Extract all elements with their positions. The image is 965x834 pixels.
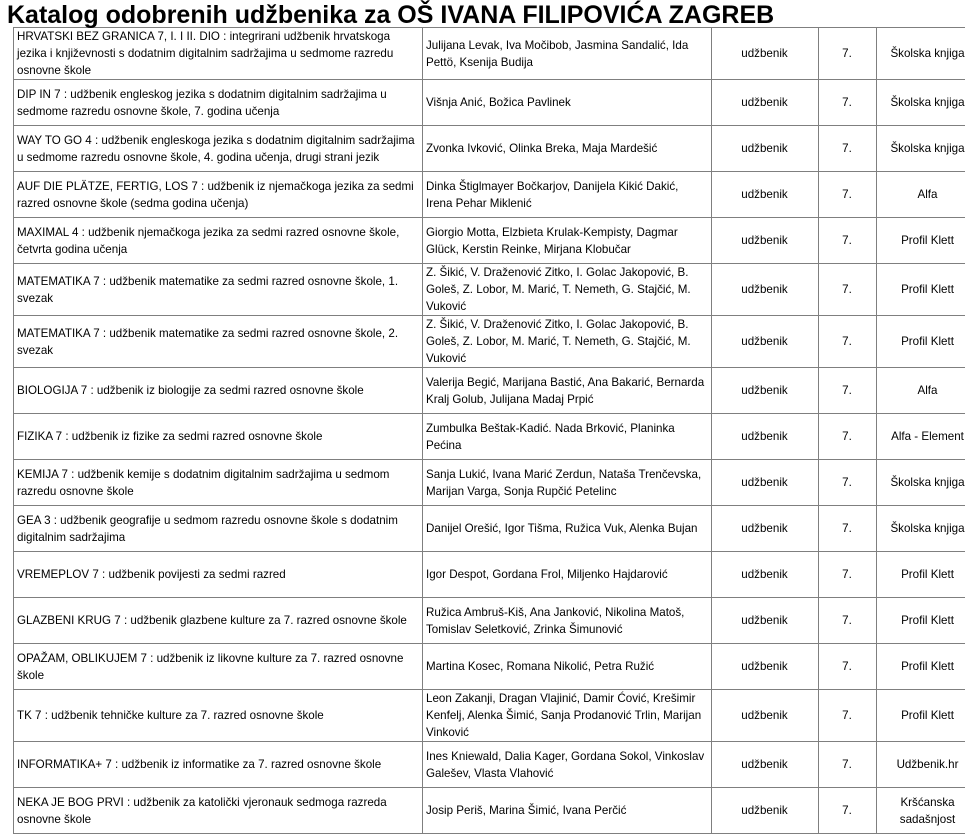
publisher-cell: Profil Klett — [877, 690, 965, 742]
table-row — [14, 788, 965, 834]
publisher-cell: Alfa — [877, 368, 965, 414]
document-title: Katalog odobrenih udžbenika za OŠ IVANA FILIPOVIĆA ZAGREB — [7, 0, 774, 30]
authors-cell: Zumbulka Beštak-Kadić. Nada Brković, Planinka Pećina — [423, 414, 712, 460]
table-row — [14, 264, 965, 316]
grade-cell: 7. — [819, 552, 877, 598]
material-type-cell: udžbenik — [712, 368, 819, 414]
textbook-title-cell: OPAŽAM, OBLIKUJEM 7 : udžbenik iz likovne kulture za 7. razred osnovne škole — [14, 644, 423, 690]
material-type-cell: udžbenik — [712, 460, 819, 506]
table-row — [14, 460, 965, 506]
grade-cell: 7. — [819, 28, 877, 80]
textbook-title-cell: TK 7 : udžbenik tehničke kulture za 7. razred osnovne škole — [14, 690, 423, 742]
publisher-cell: Školska knjiga — [877, 28, 965, 80]
grade-cell: 7. — [819, 460, 877, 506]
material-type-cell: udžbenik — [712, 598, 819, 644]
material-type-cell: udžbenik — [712, 742, 819, 788]
publisher-cell: Školska knjiga — [877, 506, 965, 552]
publisher-cell: Školska knjiga — [877, 460, 965, 506]
material-type-cell: udžbenik — [712, 218, 819, 264]
table-row — [14, 316, 965, 368]
publisher-cell: Profil Klett — [877, 644, 965, 690]
grade-cell: 7. — [819, 598, 877, 644]
textbook-title-cell: MATEMATIKA 7 : udžbenik matematike za sedmi razred osnovne škole, 2. svezak — [14, 316, 423, 368]
textbook-title-cell: AUF DIE PLÄTZE, FERTIG, LOS 7 : udžbenik iz njemačkoga jezika za sedmi razred osnovne škole (sedma godina učenja) — [14, 172, 423, 218]
material-type-cell: udžbenik — [712, 264, 819, 316]
publisher-cell: Profil Klett — [877, 218, 965, 264]
textbook-title-cell: GEA 3 : udžbenik geografije u sedmom razredu osnovne škole s dodatnim digitalnim sadržajima — [14, 506, 423, 552]
publisher-cell: Profil Klett — [877, 598, 965, 644]
table-row — [14, 218, 965, 264]
textbook-catalog-table — [13, 27, 965, 834]
authors-cell: Ružica Ambruš-Kiš, Ana Janković, Nikolina Matoš, Tomislav Seletković, Zrinka Šimunović — [423, 598, 712, 644]
table-row — [14, 690, 965, 742]
authors-cell: Julijana Levak, Iva Močibob, Jasmina Sandalić, Ida Pettö, Ksenija Budija — [423, 28, 712, 80]
material-type-cell: udžbenik — [712, 316, 819, 368]
authors-cell: Zvonka Ivković, Olinka Breka, Maja Mardešić — [423, 126, 712, 172]
table-row — [14, 552, 965, 598]
textbook-title-cell: VREMEPLOV 7 : udžbenik povijesti za sedmi razred — [14, 552, 423, 598]
authors-cell: Z. Šikić, V. Draženović Zitko, I. Golac Jakopović, B. Goleš, Z. Lobor, M. Marić, T. Nemeth, G. Stajčić, M. Vuković — [423, 264, 712, 316]
publisher-cell: Profil Klett — [877, 552, 965, 598]
textbook-title-cell: KEMIJA 7 : udžbenik kemije s dodatnim digitalnim sadržajima u sedmom razredu osnovne škole — [14, 460, 423, 506]
table-row — [14, 414, 965, 460]
table-row — [14, 80, 965, 126]
publisher-cell: Alfa — [877, 172, 965, 218]
table-row — [14, 172, 965, 218]
publisher-cell: Školska knjiga — [877, 126, 965, 172]
table-row — [14, 598, 965, 644]
authors-cell: Z. Šikić, V. Draženović Zitko, I. Golac Jakopović, B. Goleš, Z. Lobor, M. Marić, T. Nemeth, G. Stajčić, M. Vuković — [423, 316, 712, 368]
table-row — [14, 28, 965, 80]
table-row — [14, 742, 965, 788]
material-type-cell: udžbenik — [712, 172, 819, 218]
authors-cell: Ines Kniewald, Dalia Kager, Gordana Sokol, Vinkoslav Galešev, Vlasta Vlahović — [423, 742, 712, 788]
authors-cell: Valerija Begić, Marijana Bastić, Ana Bakarić, Bernarda Kralj Golub, Julijana Madaj Prpić — [423, 368, 712, 414]
table-body — [14, 28, 965, 834]
textbook-title-cell: MATEMATIKA 7 : udžbenik matematike za sedmi razred osnovne škole, 1. svezak — [14, 264, 423, 316]
publisher-cell: Profil Klett — [877, 316, 965, 368]
textbook-title-cell: HRVATSKI BEZ GRANICA 7, I. I II. DIO : integrirani udžbenik hrvatskoga jezika i književnosti s dodatnim digitalnim sadržajima u sedmome razredu osnovne škole — [14, 28, 423, 80]
material-type-cell: udžbenik — [712, 690, 819, 742]
grade-cell: 7. — [819, 644, 877, 690]
grade-cell: 7. — [819, 742, 877, 788]
authors-cell: Dinka Štiglmayer Bočkarjov, Danijela Kikić Dakić, Irena Pehar Miklenić — [423, 172, 712, 218]
authors-cell: Leon Zakanji, Dragan Vlajinić, Damir Ćović, Krešimir Kenfelj, Alenka Šimić, Sanja Prodanović Trlin, Marijan Vinković — [423, 690, 712, 742]
publisher-cell: Kršćanska sadašnjost — [877, 788, 965, 834]
table-row — [14, 368, 965, 414]
grade-cell: 7. — [819, 316, 877, 368]
textbook-title-cell: FIZIKA 7 : udžbenik iz fizike za sedmi razred osnovne škole — [14, 414, 423, 460]
grade-cell: 7. — [819, 506, 877, 552]
material-type-cell: udžbenik — [712, 126, 819, 172]
authors-cell: Martina Kosec, Romana Nikolić, Petra Ružić — [423, 644, 712, 690]
material-type-cell: udžbenik — [712, 506, 819, 552]
grade-cell: 7. — [819, 80, 877, 126]
grade-cell: 7. — [819, 218, 877, 264]
material-type-cell: udžbenik — [712, 552, 819, 598]
authors-cell: Višnja Anić, Božica Pavlinek — [423, 80, 712, 126]
table-row — [14, 644, 965, 690]
textbook-title-cell: WAY TO GO 4 : udžbenik engleskoga jezika s dodatnim digitalnim sadržajima u sedmome razredu osnovne škole, 4. godina učenja, drugi strani jezik — [14, 126, 423, 172]
grade-cell: 7. — [819, 172, 877, 218]
material-type-cell: udžbenik — [712, 414, 819, 460]
authors-cell: Igor Despot, Gordana Frol, Miljenko Hajdarović — [423, 552, 712, 598]
publisher-cell: Školska knjiga — [877, 80, 965, 126]
grade-cell: 7. — [819, 788, 877, 834]
grade-cell: 7. — [819, 264, 877, 316]
grade-cell: 7. — [819, 414, 877, 460]
grade-cell: 7. — [819, 690, 877, 742]
authors-cell: Giorgio Motta, Elzbieta Krulak-Kempisty, Dagmar Glück, Kerstin Reinke, Mirjana Klobučar — [423, 218, 712, 264]
material-type-cell: udžbenik — [712, 80, 819, 126]
authors-cell: Sanja Lukić, Ivana Marić Zerdun, Nataša Trenčevska, Marijan Varga, Sonja Rupčić Petelinc — [423, 460, 712, 506]
material-type-cell: udžbenik — [712, 788, 819, 834]
textbook-title-cell: GLAZBENI KRUG 7 : udžbenik glazbene kulture za 7. razred osnovne škole — [14, 598, 423, 644]
publisher-cell: Alfa - Element — [877, 414, 965, 460]
textbook-title-cell: MAXIMAL 4 : udžbenik njemačkoga jezika za sedmi razred osnovne škole, četvrta godina učenja — [14, 218, 423, 264]
material-type-cell: udžbenik — [712, 644, 819, 690]
material-type-cell: udžbenik — [712, 28, 819, 80]
textbook-title-cell: INFORMATIKA+ 7 : udžbenik iz informatike za 7. razred osnovne škole — [14, 742, 423, 788]
authors-cell: Josip Periš, Marina Šimić, Ivana Perčić — [423, 788, 712, 834]
publisher-cell: Profil Klett — [877, 264, 965, 316]
textbook-title-cell: BIOLOGIJA 7 : udžbenik iz biologije za sedmi razred osnovne škole — [14, 368, 423, 414]
textbook-title-cell: NEKA JE BOG PRVI : udžbenik za katolički vjeronauk sedmoga razreda osnovne škole — [14, 788, 423, 834]
textbook-title-cell: DIP IN 7 : udžbenik engleskog jezika s dodatnim digitalnim sadržajima u sedmome razredu osnovne škole, 7. godina učenja — [14, 80, 423, 126]
publisher-cell: Udžbenik.hr — [877, 742, 965, 788]
table-row — [14, 506, 965, 552]
authors-cell: Danijel Orešić, Igor Tišma, Ružica Vuk, Alenka Bujan — [423, 506, 712, 552]
grade-cell: 7. — [819, 126, 877, 172]
table-row — [14, 126, 965, 172]
grade-cell: 7. — [819, 368, 877, 414]
